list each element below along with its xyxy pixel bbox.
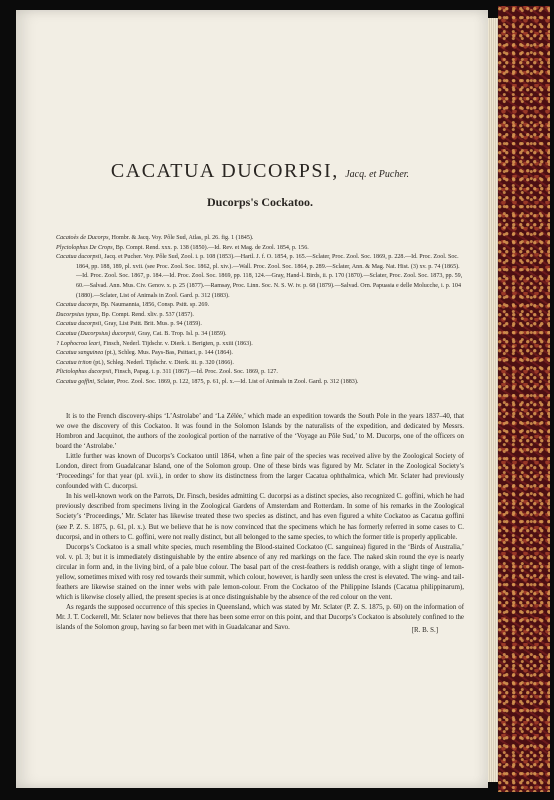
author-initials: [R. B. S.]: [411, 626, 438, 634]
body-paragraph: It is to the French discovery-ships ‘L’Astrolabe’ and ‘La Zélée,’ which made an expedition towards the South Pole in the years 1837–40, that we owe the discovery of this Cockatoo. It was found in the Solomon Islands by the naturalists of the expedition, and dedicated by Messrs. Hombron and Jacquinot, the authors of the zoological portion of the narrative of the ‘Voyage au Pôle Sud,’ to M. Ducorps, one of the officers on board the ‘Astrolabe.’: [56, 412, 464, 450]
book-page: [16, 10, 488, 788]
synonymy-entry: [56, 301, 464, 311]
synonym-name: Cacatua goffini,: [56, 378, 96, 385]
synonym-reference: Gray, List Psitt. Brit. Mus. p. 94 (1859).: [104, 321, 202, 328]
synonym-reference: Sclater, Proc. Zool. Soc. 1869, p. 122, 1875, p. 61, pl. x.—Id. List of Animals in Zool. Gard. p. 312 (1883).: [97, 378, 359, 385]
species-name: CACATUA DUCORPSI,: [110, 160, 339, 182]
synonym-reference: (pt.), Schleg. Nederl. Tijdschr. v. Dierk. iii. p. 320 (1866).: [93, 359, 234, 366]
synonym-reference: Finsch, Papag. i. p. 311 (1867).—Id. Proc. Zool. Soc. 1869, p. 127.: [114, 369, 278, 376]
synonym-reference: (pt.), Schleg. Mus. Pays-Bas, Psittaci, p. 144 (1864).: [104, 350, 233, 357]
body-paragraph: As regards the supposed occurrence of this species in Queensland, which was stated by Mr. Sclater (P. Z. S. 1875, p. 60) on the information of Mr. J. T. Cockerell, Mr. Sclater now believes that there has been some error on this point, and that Ducorps’s Cockatoo is absolutely confined to the islands of the Solomon group, having so far been met with in Guadalcanar and Savo.: [56, 604, 464, 632]
synonymy-entry: [56, 340, 464, 350]
synonym-name: Plictolophus ducorpsii,: [56, 369, 113, 376]
synonymy-list: [56, 234, 464, 388]
synonym-name: Cacatua sanguinea: [56, 350, 104, 357]
synonym-name: Cacatua triton: [56, 359, 92, 366]
species-authority: Jacq. et Pucher.: [345, 169, 410, 180]
synonymy-entry: [56, 320, 464, 330]
synonym-name: Ducorpsius typus,: [56, 311, 101, 318]
body-paragraph: Ducorps’s Cockatoo is a small white species, much resembling the Blood-stained Cockatoo (C. sanguinea) figured in the ‘Birds of Australia,’ vol. v. pl. 3; but it is immediately distinguishable by the entire absence of any red markings on the face. The naked skin round the eye is nearly circular in form and, in the living bird, of a pale blue colour. The basal part of the crest-feathers is reddish orange, with a slight tinge of lemon-yellow, sometimes mixed with rosy red towards their summit, which colour, however, is hardly seen unless the crest is elevated. The wing- and tail-feathers are likewise stained on the inner webs with pale lemon-colour. From the Cockatoo of the Philippine Islands (Cacatua philippinarum), which is likewise closely allied, the present species is at once distinguishable by the absence of the red colour on the vent.: [56, 543, 464, 602]
synonymy-entry: [56, 234, 464, 244]
synonym-name: Cacatua ducorpsii,: [56, 254, 103, 261]
synonym-name: Cacatoès de Ducorps,: [56, 235, 110, 241]
synonymy-entry: [56, 368, 464, 378]
synonym-name: ? Lophocroa leari,: [56, 340, 102, 347]
synonym-name: Cacatua ducorps,: [56, 302, 100, 309]
synonym-reference: Finsch, Nederl. Tijdschr. v. Dierk. i. Berigten, p. xxiii (1863).: [103, 340, 253, 347]
book-cover-marbled: [498, 6, 550, 792]
common-name: Ducorps's Cockatoo.: [206, 195, 313, 209]
synonym-reference: Hombr. & Jacq. Voy. Pôle Sud, Atlas, pl. 26. fig. 1 (1845).: [111, 235, 254, 241]
page-edges: [488, 18, 498, 782]
synonym-name: Cacatua (Ducorpsius) ducorpsii,: [56, 330, 137, 337]
synonymy-entry: [56, 244, 464, 254]
synonymy-entry: [56, 311, 464, 321]
synonym-reference: Bp. Naumannia, 1856, Consp. Psitt. sp. 269.: [100, 302, 210, 309]
synonymy-entry: [56, 359, 464, 369]
synonymy-entry: [56, 378, 464, 388]
body-paragraph: In his well-known work on the Parrots, Dr. Finsch, besides admitting C. ducorpsi as a distinct species, also recognized C. goffini, which he had previously described from specimens living in the Zoological Gardens of Amsterdam and Rotterdam. In some of his remarks in the Zoological Society’s ‘Proceedings,’ Mr. Sclater has likewise treated these two species as distinct, and has even figured a white Cockatoo as Cacatua goffini (see P. Z. S. 1875, p. 61, pl. x.). But we believe that he is now convinced that the specimens which he has formerly referred in some cases to C. ducorpsi, and in others to C. goffini, were not really distinct, but all belonged to the same species, to which the former title is properly applicable.: [56, 493, 464, 541]
synonymy-entry: [56, 330, 464, 340]
synonym-name: Plyctolophus De Crops,: [56, 244, 115, 251]
synonymy-entry: [56, 349, 464, 359]
synonym-name: Cacatua ducorpsii,: [56, 321, 103, 328]
synonym-reference: Bp. Compt. Rend. xxx. p. 138 (1850).—Id. Rev. et Mag. de Zool. 1854, p. 156.: [115, 244, 309, 251]
synonym-reference: Bp. Compt. Rend. xliv. p. 537 (1857).: [101, 311, 194, 318]
synonymy-entry: [56, 253, 464, 301]
species-account: [56, 412, 464, 634]
synonym-reference: Gray, Cat. B. Trop. Isl. p. 34 (1859).: [137, 330, 227, 337]
species-title: [56, 160, 464, 183]
synonym-reference: Jacq. et Pucher. Voy. Pôle Sud, Zool. i. p. 108 (1853).—Hartl. J. f. O. 1854, p. 165.—Sclater, Proc. Zool. Soc. 1869, p. 228.—Id. Proc. Zool. Soc. 1864, pp. 188, 189, pl. xvii. (see Proc. Zool. Soc. 1862, pl. xiv.).—Wall. Proc. Zool. Soc. 1864, p. 289.—Sclater, Ann. & Mag. Nat. Hist. (3) xv. p. 74 (1865).—Id. Proc. Zool. Soc. 1867, p. 184.—Id. Proc. Zool. Soc. 1869, pp. 118, 124.—Gray, Hand-l. Birds, ii. p. 170 (1870).—Sclater, Proc. Zool. Soc. 1873, pp. 59, 60.—Salvad. Ann. Mus. Civ. Genov. x. p. 25 (1877).—Ramsay, Proc. Linn. Soc. N. S. W. iv. p. 68 (1879).—Salvad. Orn. Papuasia e delle Molucche, i. p. 104 (1880).—Sclater, List of Animals in Zool. Gard. p. 312 (1883).: [76, 254, 463, 299]
body-paragraph: Little further was known of Ducorps’s Cockatoo until 1864, when a fine pair of the species was received alive by the Zoological Society of London, direct from Guadalcanar Island, one of the Solomon group. One of these birds was figured by Mr. Sclater in the Zoological Society’s ‘Proceedings’ for that year (pl. xvii.), in order to show its distinctness from the larger Cacatua ophthalmica, which Mr. Sclater had previously confounded with C. ducorpsi.: [56, 452, 464, 491]
page-content: [56, 160, 464, 634]
